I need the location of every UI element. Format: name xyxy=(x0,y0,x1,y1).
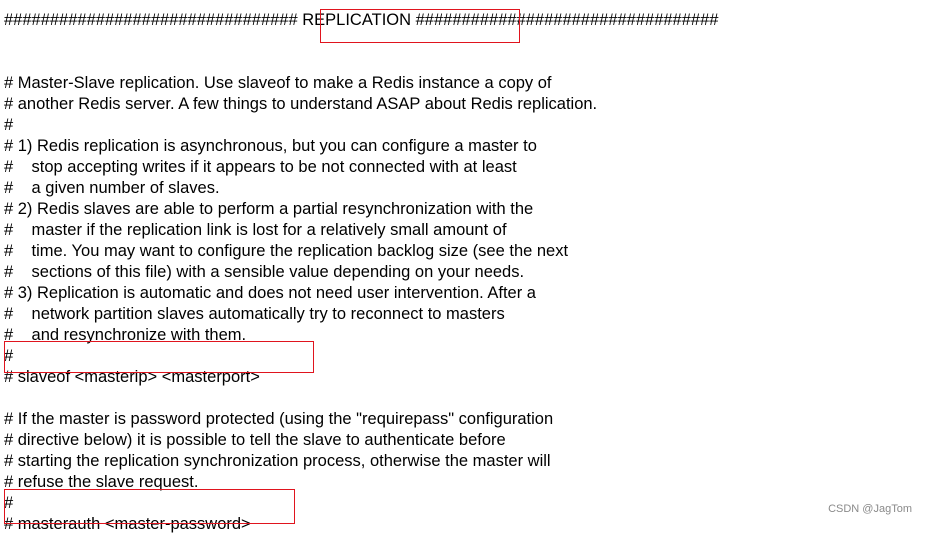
config-line: # xyxy=(4,116,14,134)
config-line: # starting the replication synchronization process, otherwise the master will xyxy=(4,452,551,470)
config-line: # network partition slaves automatically try to reconnect to masters xyxy=(4,305,505,323)
config-line: # xyxy=(4,347,14,365)
config-line: # Master-Slave replication. Use slaveof to make a Redis instance a copy of xyxy=(4,74,552,92)
config-line: # If the master is password protected (using the "requirepass" configuration xyxy=(4,410,554,428)
config-line: # masterauth <master-password> xyxy=(4,515,251,533)
config-lines xyxy=(0,31,927,535)
csdn-watermark: CSDN @JagTom xyxy=(828,503,912,515)
config-line: # sections of this file) with a sensible value depending on your needs. xyxy=(4,263,525,281)
config-line: # another Redis server. A few things to understand ASAP about Redis replication. xyxy=(4,95,598,113)
config-line: # stop accepting writes if it appears to be not connected with at least xyxy=(4,158,517,176)
config-line xyxy=(4,31,927,52)
config-line: # and resynchronize with them. xyxy=(4,326,247,344)
config-line: # master if the replication link is lost for a relatively small amount of xyxy=(4,221,507,239)
replication-header-line: ################################ REPLICATION ################################# xyxy=(4,11,719,29)
config-line xyxy=(4,52,927,73)
config-line: # directive below) it is possible to tell the slave to authenticate before xyxy=(4,431,506,449)
config-line: # refuse the slave request. xyxy=(4,473,199,491)
config-line: # 1) Redis replication is asynchronous, but you can configure a master to xyxy=(4,137,537,155)
config-document xyxy=(0,10,927,535)
config-line: # xyxy=(4,494,14,512)
config-line: # 3) Replication is automatic and does not need user intervention. After a xyxy=(4,284,536,302)
config-line xyxy=(4,388,927,409)
config-line: # a given number of slaves. xyxy=(4,179,220,197)
config-line: # time. You may want to configure the replication backlog size (see the next xyxy=(4,242,569,260)
config-line: # 2) Redis slaves are able to perform a partial resynchronization with the xyxy=(4,200,534,218)
config-line: # slaveof <masterip> <masterport> xyxy=(4,368,260,386)
